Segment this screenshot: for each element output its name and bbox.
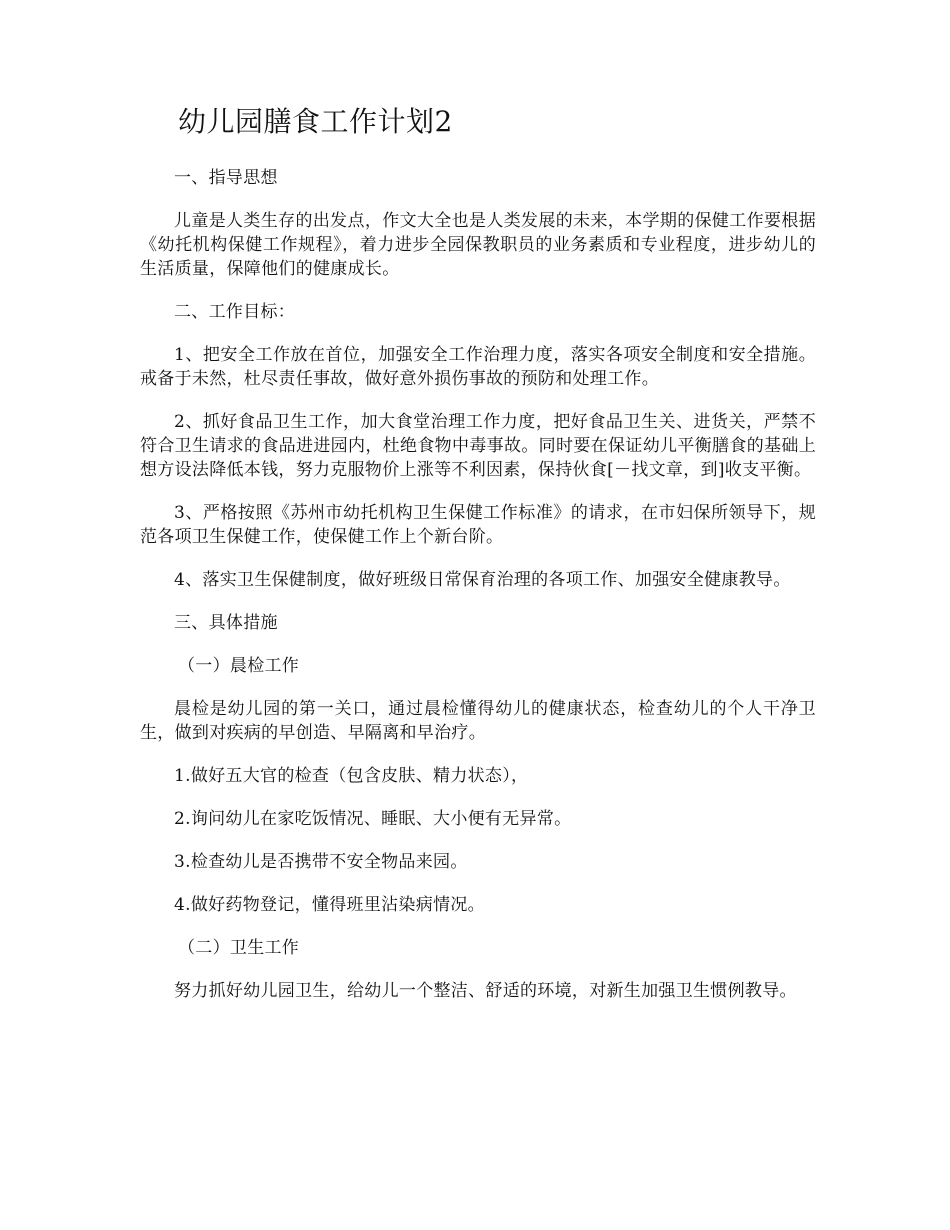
check-list-item-1: 1.做好五大官的检查（包含皮肤、精力状态）， — [174, 766, 529, 786]
work-goal-item-4: 4、落实卫生保健制度，做好班级日常保育治理的各项工作、加强安全健康教导。 — [174, 570, 791, 590]
guiding-thought-paragraph: 儿童是人类生存的出发点，作文大全也是人类发展的未来，本学期的保健工作要根据《幼托机构保健工作规程》，着力进步全园保教职员的业务素质和专业程度，进步幼儿的生活质量，保障他们的健康成长。 — [140, 211, 816, 279]
document-body — [140, 166, 816, 1003]
subsection-heading-morning-check: （一）晨检工作 — [178, 656, 300, 676]
check-list-item-2: 2.询问幼儿在家吃饭情况、睡眠、大小便有无异常。 — [174, 809, 572, 829]
section-heading-measures: 三、具体措施 — [174, 613, 278, 633]
morning-check-paragraph: 晨检是幼儿园的第一关口，通过晨检懂得幼儿的健康状态，检查幼儿的个人干净卫生，做到对疾病的早创造、早隔离和早治疗。 — [140, 699, 816, 743]
work-goal-item-2: 2、抓好食品卫生工作，加大食堂治理工作力度，把好食品卫生关、进货关，严禁不符合卫生请求的食品进进园内，杜绝食物中毒事故。同时要在保证幼儿平衡膳食的基础上想方设法降低本钱，努力克服物价上涨等不利因素，保持伙食[－找文章，到]收支平衡。 — [140, 412, 816, 480]
section-heading-guiding-thought: 一、指导思想 — [174, 168, 278, 188]
check-list-item-4: 4.做好药物登记，懂得班里沾染病情况。 — [174, 895, 485, 915]
check-list-item-3: 3.检查幼儿是否携带不安全物品来园。 — [174, 852, 468, 872]
subsection-heading-hygiene: （二）卫生工作 — [178, 938, 300, 958]
hygiene-paragraph: 努力抓好幼儿园卫生，给幼儿一个整洁、舒适的环境，对新生加强卫生惯例教导。 — [174, 981, 797, 1001]
work-goal-item-1: 1、把安全工作放在首位，加强安全工作治理力度，落实各项安全制度和安全措施。戒备于未然，杜尽责任事故，做好意外损伤事故的预防和处理工作。 — [140, 345, 816, 389]
work-goal-item-3: 3、严格按照《苏州市幼托机构卫生保健工作标准》的请求，在市妇保所领导下，规范各项卫生保健工作，使保健工作上个新台阶。 — [140, 503, 816, 547]
section-heading-work-goals: 二、工作目标： — [174, 302, 296, 322]
document-title: 幼儿园膳食工作计划2 — [178, 105, 453, 138]
